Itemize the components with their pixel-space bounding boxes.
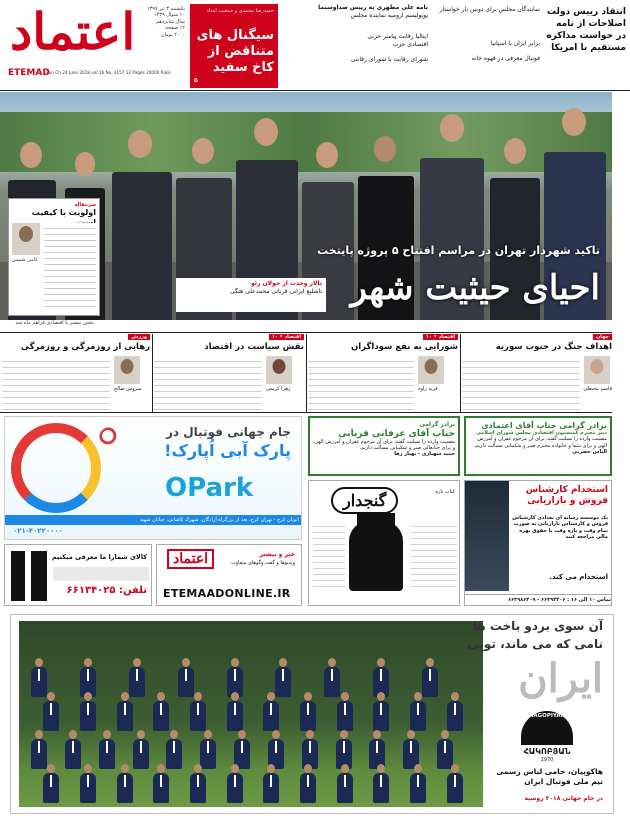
column-divider — [460, 334, 461, 412]
ad-book-title: گنجدار — [331, 487, 398, 514]
column-author: زهرا کریمی — [266, 386, 291, 392]
team-player — [80, 701, 96, 731]
teaser-red-box[interactable] — [190, 4, 278, 88]
ad-condolence-2-body: دبیر محترم کمیسیون اقتصادی مجلس شورای اسلامی — [476, 430, 607, 436]
team-player — [153, 773, 169, 803]
masthead-date-fa: یکشنبه ۳ تیر ۱۳۹۷ — [146, 6, 185, 12]
hero-side-sub: تاشلیع ایرانی قربانی محمدعلی هنگی — [229, 287, 322, 295]
teaser-red-kicker: حمیدرضا محمدی و جمعیت امداد — [206, 8, 274, 14]
header-divider — [0, 90, 630, 91]
masthead-year: سال شانزدهم — [156, 18, 185, 25]
ad-condolence-1-body: مصیبت وارده را تسلیت گفته، برای آن مرحوم غفران و آمرزش الهی و برای جنابعالی صبر و شکیبایی مسألت داریم. — [314, 438, 455, 451]
column-portrait — [418, 356, 444, 384]
ad-condolence-2-text: مصیبت وارده را تسلیت گفته، برای آن مرحوم غفران و آمرزش الهی و برای شما و خانواده محترم صبر و شکیبایی مسألت داریم. — [473, 436, 607, 449]
column-label: جهان — [593, 334, 612, 340]
ad-team-line2: نامی که می ماند، تویی — [467, 637, 603, 651]
team-player — [31, 739, 47, 769]
ad-team-body: هاکوپیان، حامی لباس رسمی تیم ملی فوتبال ایران — [496, 767, 603, 786]
column-author: قاسم محبعلی — [583, 386, 612, 392]
ad-condolence-2-signer: الیاس حضرتی — [572, 449, 607, 456]
ball-icon — [99, 427, 121, 449]
masthead-date-ar: ۱۰ شوال ۱۴۳۹ — [153, 12, 185, 19]
ad-opark[interactable] — [4, 416, 302, 540]
team-player — [300, 773, 316, 803]
column-title: شورایی به نفع سوداگران — [351, 342, 458, 352]
handshake-photo — [465, 481, 509, 591]
ad-team-brand-fa: ՀԱԿՈԲՅԱՆ — [523, 747, 571, 756]
team-player — [227, 773, 243, 803]
ad-classified-title: کالای شمارا ما معرفی میکنیم — [51, 553, 147, 561]
masthead-latin: ETEMAD — [8, 68, 50, 78]
team-player — [80, 773, 96, 803]
ad-online-url[interactable]: ETEMAADONLINE.IR — [163, 587, 291, 600]
teaser-red-title: سیگنال های متناقض از کاخ سفید — [196, 28, 274, 76]
hero-head — [374, 136, 396, 162]
slide-graphic — [11, 423, 101, 513]
team-player — [337, 701, 353, 731]
hero-head — [440, 114, 464, 142]
column-text-lines — [154, 356, 262, 410]
ad-book-text-lines — [313, 521, 345, 591]
teaser-middle-item[interactable]: پوپولیسم ارومیه نماینده مجلس — [350, 11, 428, 19]
columns-bottom-rule — [0, 412, 612, 413]
column-world[interactable] — [462, 334, 612, 412]
columns-top-rule — [0, 332, 612, 333]
teaser-middle-item[interactable]: ایتالیا رقابت پیامبر حزبی — [367, 33, 428, 41]
team-player — [178, 667, 194, 697]
column-label: اقتصاد • ۱۰ — [269, 334, 304, 340]
teaser-red-page: ۵ — [194, 77, 198, 85]
column-sport[interactable] — [2, 334, 150, 412]
ad-team-line1: آن سوی بردو باخت ها — [472, 619, 603, 633]
column-author: فرید راوه — [418, 386, 438, 392]
team-player — [275, 667, 291, 697]
ad-team-foot: در جام جهانی ۲۰۱۸ روسیه — [524, 795, 603, 802]
ad-classified-phone: تلفن: ۶۶۱۳۴۰۲۵ — [66, 585, 147, 596]
teaser-middle — [282, 4, 428, 88]
ad-opark-line2: پارک آبی اُپارک! — [164, 441, 291, 460]
masthead-date-block — [125, 6, 185, 38]
ad-book-text-lines — [411, 521, 457, 591]
hero-head — [254, 118, 278, 146]
team-player — [190, 701, 206, 731]
column-title: رهایی از روزمرگی و روزمرگی — [20, 342, 150, 352]
column-divider — [152, 334, 153, 412]
ad-online-logo: اعتماد — [167, 549, 214, 569]
team-player — [117, 773, 133, 803]
team-player — [65, 739, 81, 769]
hero-person — [112, 172, 172, 328]
teaser-right — [430, 4, 626, 88]
teaser-right-list — [432, 6, 540, 63]
hero-head — [192, 138, 214, 164]
teaser-middle-item[interactable]: نامه علی مطهری به رییس صداوسیما — [318, 4, 428, 11]
ad-book[interactable] — [308, 480, 460, 606]
ad-opark-line1: جام جهانی فوتبال در — [166, 425, 291, 439]
masthead-issue-line: Sun Ch 24 June 2018 vol.16 No. 4157 12 Pages 20000 Rials — [46, 70, 171, 75]
ad-classified-band — [53, 567, 149, 581]
team-player — [43, 701, 59, 731]
editorial-author: کامی شمس — [12, 257, 38, 263]
ad-condolence-2-title: برادر گرامی جناب آقای اعتمادی — [481, 421, 607, 430]
ad-condolence-2[interactable] — [464, 416, 612, 476]
team-player — [153, 701, 169, 731]
ad-book-figure — [349, 521, 403, 591]
ad-opark-address: اتوبان کرج - تهران کرج، بعد از بزرگراه آزادگان، شهرک کاشانی، خیابان شهید — [5, 515, 302, 525]
team-player — [227, 701, 243, 731]
column-label: اقتصاد • ۱۰ — [423, 334, 458, 340]
column-text-lines — [462, 356, 580, 410]
hero-head — [316, 142, 338, 168]
hero-bottom-bar — [0, 320, 612, 328]
ad-team[interactable] — [10, 614, 614, 814]
column-text-lines — [308, 356, 414, 410]
hero-side-box[interactable] — [176, 278, 326, 312]
team-player — [337, 773, 353, 803]
team-player — [324, 667, 340, 697]
editorial-title: اولویت با کیفیت — [31, 208, 96, 218]
hero-side-title: تالار وحدت از جولان رئو — [251, 280, 322, 287]
ad-hiring[interactable] — [464, 480, 612, 606]
hero-bottom-line: بخش بیشتر با اقتصادی فراهم ماه شد — [15, 320, 94, 326]
team-player — [447, 701, 463, 731]
team-player — [410, 773, 426, 803]
ad-team-year: 1970 — [540, 757, 554, 763]
team-player — [263, 773, 279, 803]
ad-team-brand: HAGOPIYAN — [528, 713, 566, 719]
team-player — [373, 773, 389, 803]
team-player — [31, 667, 47, 697]
hero-headline[interactable]: احیای حیثیت شهر — [350, 268, 600, 308]
column-label: ورزش — [128, 334, 150, 340]
hero-head — [128, 130, 152, 158]
column-author: سروش صالح — [114, 386, 142, 392]
team-player — [117, 701, 133, 731]
teaser-right-item[interactable]: فوتبال معرفی در قهوه خانه — [471, 55, 540, 63]
ad-hiring-phone: تماس ۱۰ الی ۱۶ : ۶۶۳۹۴۴۰۶ - ۶۶۳۹۸۶۴۰۹ — [465, 594, 612, 605]
team-player — [437, 739, 453, 769]
ad-online[interactable] — [156, 544, 302, 606]
ad-team-big: ایران — [518, 655, 603, 702]
team-player — [422, 667, 438, 697]
team-player — [99, 739, 115, 769]
team-player — [43, 773, 59, 803]
ad-book-hat — [357, 513, 395, 525]
ad-opark-phone: ۰۲۱-۴۰۲۲۰۰۰۰ — [13, 527, 63, 535]
masthead-logo: اعتماد — [10, 2, 136, 61]
team-player — [129, 667, 145, 697]
team-player — [200, 739, 216, 769]
masthead — [0, 0, 188, 90]
editorial-portrait — [12, 223, 40, 255]
column-portrait — [266, 356, 292, 384]
hero-subhead: تاکید شهردار تهران در مراسم افتتاح ۵ پروژه پایتخت — [317, 244, 600, 257]
column-title: نقش سیاست در اقتصاد — [204, 342, 304, 352]
team-photo — [19, 621, 483, 807]
ad-classified[interactable] — [4, 544, 152, 606]
masthead-price: ۲۰۰۰ تومان — [160, 31, 185, 38]
ad-online-line2: ویدیوها و گفت وگوهای متفاوت — [231, 560, 295, 566]
column-portrait — [584, 356, 610, 384]
column-text-lines — [2, 356, 110, 410]
team-player — [133, 739, 149, 769]
hero-head — [20, 142, 42, 168]
hero-head — [75, 152, 95, 176]
ad-hiring-cta: استخدام می کند. — [549, 573, 608, 581]
team-player — [190, 773, 206, 803]
team-player — [410, 701, 426, 731]
column-economy-1[interactable] — [308, 334, 458, 412]
team-player — [166, 739, 182, 769]
ad-classified-figures — [11, 551, 47, 601]
team-player — [373, 701, 389, 731]
ad-hiring-body: یک موسسه رسانه ای تعدادی کارشناس فروش و کارشناس بازاریابی به صورت تمام وقت و پاره وقت با حقوق بهره مالی مراجعه کنید — [512, 515, 608, 541]
ad-condolence-1[interactable] — [308, 416, 460, 476]
masthead-pages: ۱۲ صفحه — [165, 25, 185, 32]
hero-head — [562, 108, 586, 136]
team-player — [300, 701, 316, 731]
ad-book-sub: کتاب تازه — [435, 489, 455, 495]
editorial-box[interactable] — [8, 198, 100, 316]
hero-head — [504, 138, 526, 164]
column-economy-2[interactable] — [154, 334, 304, 412]
teaser-right-title[interactable]: انتقاد رییس دولت اصلاحات از نامه در خواست مذاکره مستقیم با امریکا — [546, 7, 626, 53]
ad-condolence-1-name: جناب آقای عرفانی قربانی — [338, 428, 455, 439]
teaser-right-item[interactable]: برابر ایران با اسپانیا — [490, 39, 540, 47]
editorial-label: سرمقاله — [74, 202, 96, 208]
ad-online-line1: خبر و بیشتر — [259, 551, 295, 558]
editorial-text-lines — [44, 223, 96, 309]
teaser-middle-item[interactable]: اقتصادی حزب — [392, 40, 428, 48]
team-player — [447, 773, 463, 803]
column-portrait — [114, 356, 140, 384]
ad-hiring-title: استخدام کارشناس فروش و بازاریابی — [525, 485, 608, 506]
teaser-right-item[interactable]: نمایندگان مجلس برای دوبین بار خواستار — [439, 6, 540, 13]
column-divider — [306, 334, 307, 412]
column-title: اهداف جنگ در جنوب سوریه — [495, 342, 612, 352]
ad-condolence-1-title: برادر گرامی — [419, 421, 455, 428]
ad-opark-brand: OPark — [165, 473, 254, 503]
ad-condolence-1-signer: حمید شهبازی - بهیار رها — [394, 451, 455, 458]
team-player — [263, 701, 279, 731]
teaser-middle-item[interactable]: شورای رقابت با شورای رقابتی — [350, 56, 428, 64]
